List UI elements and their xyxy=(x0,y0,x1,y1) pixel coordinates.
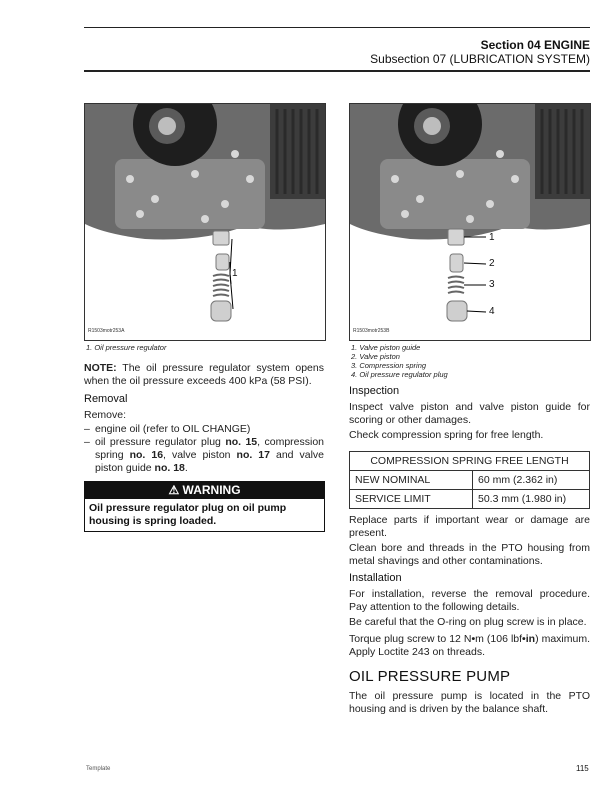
torque-unit: •in xyxy=(522,633,536,645)
section-title: Section 04 ENGINE xyxy=(480,38,590,52)
inspection-paragraph-1: Inspect valve piston and valve piston guide for scoring or other damages. xyxy=(349,401,590,426)
removal-item-2-text: . xyxy=(184,462,188,474)
inspection-heading: Inspection xyxy=(349,385,400,397)
removal-item-1: engine oil (refer to OIL CHANGE) xyxy=(95,423,251,435)
warning-triangle-icon: ⚠ xyxy=(168,483,180,497)
caption-line: 2. Valve piston xyxy=(351,352,400,361)
removal-list xyxy=(84,423,324,475)
part-ref: no. 18 xyxy=(154,462,185,474)
replace-paragraph: Replace parts if important wear or damage are present. xyxy=(349,514,590,539)
torque-text: Torque plug screw to 12 N xyxy=(349,633,472,645)
install-paragraph: For installation, reverse the removal procedure. Pay attention to the following details. xyxy=(349,588,590,613)
inspection-paragraph-2: Check compression spring for free length. xyxy=(349,429,544,441)
table-header-row xyxy=(350,452,590,471)
table-header: COMPRESSION SPRING FREE LENGTH xyxy=(350,452,590,471)
header-top-rule xyxy=(84,27,590,28)
oil-pressure-pump-heading: OIL PRESSURE PUMP xyxy=(349,668,511,685)
warning-box xyxy=(84,481,325,532)
list-item xyxy=(84,423,324,436)
remove-label: Remove: xyxy=(84,409,127,421)
part-ref: no. 17 xyxy=(236,449,270,461)
table-row xyxy=(350,490,590,509)
warning-text: Oil pressure regulator plug on oil pump housing is spring loaded. xyxy=(89,502,287,527)
removal-item-2-text: and valve piston guide xyxy=(95,449,325,474)
caption-line: 4. Oil pressure regulator plug xyxy=(351,370,448,379)
figure-right-callout-3: 3 xyxy=(489,279,495,290)
note-label: NOTE: xyxy=(84,362,117,374)
removal-item-2-text: , compression spring xyxy=(95,436,325,461)
torque-text: m (106 lbf xyxy=(475,633,523,645)
figure-left-callout: 1 xyxy=(232,268,238,279)
figure-left xyxy=(84,103,326,341)
list-item xyxy=(84,436,324,475)
warning-header xyxy=(85,482,324,499)
figure-right-callout-2: 2 xyxy=(489,258,495,269)
torque-dot: • xyxy=(471,633,476,645)
part-ref: no. 15 xyxy=(225,436,258,448)
table-cell: SERVICE LIMIT xyxy=(350,490,473,509)
figure-left-code: R1503motr253A xyxy=(88,328,125,334)
page-number: 115 xyxy=(576,764,589,773)
footer-template: Template xyxy=(86,766,111,772)
engine-photo-right xyxy=(350,104,590,340)
warning-title: WARNING xyxy=(182,483,241,497)
table-cell: 50.3 mm (1.980 in) xyxy=(473,490,590,509)
header-rule xyxy=(84,70,590,72)
figure-right-callout-1: 1 xyxy=(489,232,495,243)
table-row xyxy=(350,471,590,490)
table-cell: NEW NOMINAL xyxy=(350,471,473,490)
engine-photo-left xyxy=(85,104,325,340)
part-ref: no. 16 xyxy=(129,449,164,461)
torque-paragraph xyxy=(349,633,590,659)
installation-heading: Installation xyxy=(349,572,402,584)
figure-right-callout-4: 4 xyxy=(489,306,495,317)
subsection-title: Subsection 07 (LUBRICATION SYSTEM) xyxy=(370,52,590,66)
figure-left-caption: 1. Oil pressure regulator xyxy=(86,343,167,352)
caption-line: 3. Compression spring xyxy=(351,361,427,370)
removal-item-2-text: , valve piston xyxy=(163,449,237,461)
figure-right xyxy=(349,103,591,341)
torque-text: ) maximum. Apply Loctite 243 on threads. xyxy=(349,633,590,658)
figure-right-captions xyxy=(351,343,448,379)
removal-heading: Removal xyxy=(84,393,128,405)
clean-paragraph: Clean bore and threads in the PTO housing from metal shavings and other contaminations. xyxy=(349,542,590,567)
note-paragraph xyxy=(84,362,324,388)
pump-paragraph: The oil pressure pump is located in the PTO housing and is driven by the balance shaft. xyxy=(349,690,590,715)
note-text: The oil pressure regulator system opens when the oil pressure exceeds 400 kPa (58 PSI). xyxy=(84,362,324,387)
spring-length-table xyxy=(349,451,590,509)
removal-item-2-text: oil pressure regulator plug xyxy=(95,436,226,448)
oring-paragraph: Be careful that the O-ring on plug screw is in place. xyxy=(349,616,587,628)
caption-line: 1. Valve piston guide xyxy=(351,343,421,352)
table-cell: 60 mm (2.362 in) xyxy=(473,471,590,490)
figure-right-code: R1503motr253B xyxy=(353,328,390,334)
